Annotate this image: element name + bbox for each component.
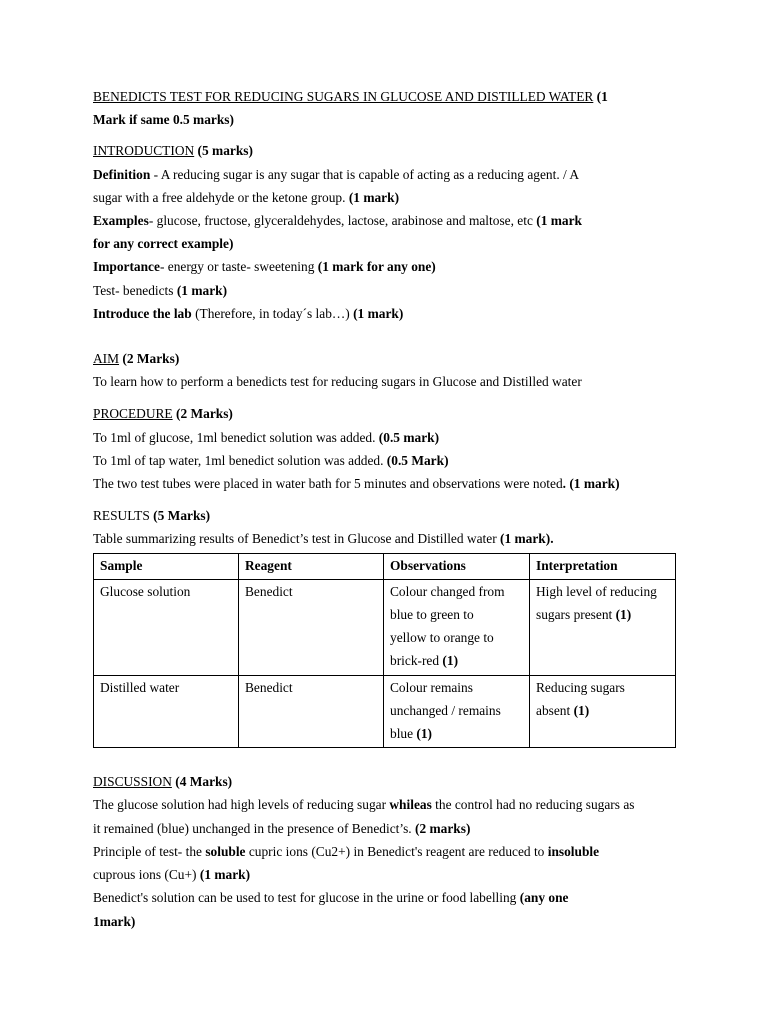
results-table: [93, 553, 676, 749]
table-header-cell: Interpretation: [530, 553, 676, 579]
procedure-line: To 1ml of glucose, 1ml benedict solution was added. (0.5 mark): [93, 429, 440, 445]
introduce-lab-line: Introduce the lab (Therefore, in today´s lab…) (1 mark): [93, 305, 404, 321]
document-content: [93, 85, 683, 933]
discussion-para-2-line-2: cuprous ions (Cu+) (1 mark): [93, 867, 251, 883]
title-text: BENEDICTS TEST FOR REDUCING SUGARS IN GLUCOSE AND DISTILLED WATER: [93, 89, 594, 104]
discussion-para-3-line-2: 1mark): [93, 913, 136, 929]
aim-heading: AIM (2 Marks): [93, 351, 180, 367]
reagent-cell: Benedict: [239, 579, 384, 675]
discussion-heading: DISCUSSION (4 Marks): [93, 774, 233, 790]
sample-cell: Glucose solution: [94, 579, 239, 675]
title-marks-line2: Mark if same 0.5 marks): [93, 112, 234, 128]
table-header-cell: Observations: [384, 553, 530, 579]
title-marks: (1: [596, 89, 608, 104]
discussion-para-3: Benedict's solution can be used to test for glucose in the urine or food labelling (any one: [93, 890, 569, 906]
introduction-heading: INTRODUCTION (5 marks): [93, 143, 253, 159]
table-header-cell: Reagent: [239, 553, 384, 579]
table-row: [94, 675, 676, 748]
discussion-para-2: Principle of test- the soluble cupric ions (Cu2+) in Benedict's reagent are reduced to insoluble: [93, 843, 600, 859]
document-title: [93, 85, 683, 108]
sample-cell: Distilled water: [94, 675, 239, 748]
procedure-line: The two test tubes were placed in water bath for 5 minutes and observations were noted. (1 mark): [93, 476, 620, 492]
examples-line: Examples- glucose, fructose, glyceraldehydes, lactose, arabinose and maltose, etc (1 mark: [93, 213, 582, 229]
definition-line: Definition - A reducing sugar is any sugar that is capable of acting as a reducing agent. / A: [93, 166, 580, 182]
table-header-row: [94, 553, 676, 579]
discussion-para-1-line-2: it remained (blue) unchanged in the presence of Benedict’s. (2 marks): [93, 820, 471, 836]
procedure-heading: PROCEDURE (2 Marks): [93, 406, 233, 422]
aim-text: To learn how to perform a benedicts test for reducing sugars in Glucose and Distilled water: [93, 374, 582, 390]
table-row: [94, 579, 676, 675]
table-header-cell: Sample: [94, 553, 239, 579]
observations-cell: Colour remains unchanged / remains blue (1): [384, 675, 530, 748]
definition-line-2: sugar with a free aldehyde or the ketone group. (1 mark): [93, 189, 400, 205]
results-caption: Table summarizing results of Benedict’s test in Glucose and Distilled water (1 mark).: [93, 531, 554, 547]
results-heading: RESULTS (5 Marks): [93, 508, 211, 524]
discussion-para-1: The glucose solution had high levels of reducing sugar whileas the control had no reducing sugars as: [93, 797, 635, 813]
observations-cell: Colour changed from blue to green to yellow to orange to brick-red (1): [384, 579, 530, 675]
reagent-cell: Benedict: [239, 675, 384, 748]
procedure-line: To 1ml of tap water, 1ml benedict solution was added. (0.5 Mark): [93, 452, 449, 468]
test-line: Test- benedicts (1 mark): [93, 282, 228, 298]
interpretation-cell: Reducing sugars absent (1): [530, 675, 676, 748]
importance-line: Importance- energy or taste- sweetening (1 mark for any one): [93, 259, 436, 275]
examples-line-2: for any correct example): [93, 236, 234, 252]
interpretation-cell: High level of reducing sugars present (1): [530, 579, 676, 675]
